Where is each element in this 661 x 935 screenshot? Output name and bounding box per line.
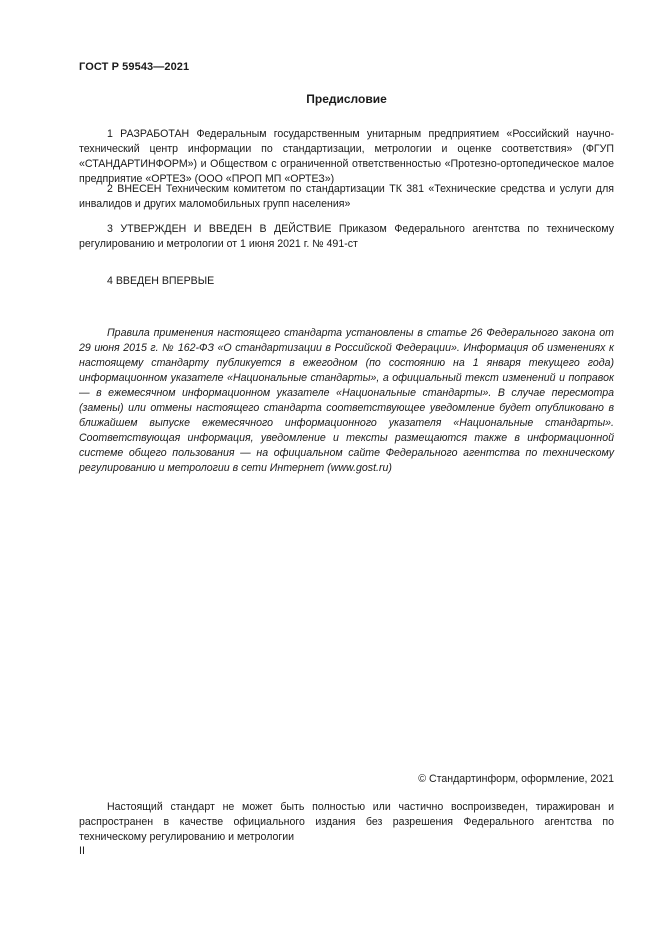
paragraph-developed-by: 1 РАЗРАБОТАН Федеральным государственным унитарным предприятием «Российский научно-технический центр информации по стандартизации, метрологии и оценке соответствия» (ФГУП «СТАНДАРТИНФОРМ») и Обществом с ограниченной ответственностью «Протезно-ортопедическое малое предприятие «ОРТЕЗ» (ООО «ПРОП МП «ОРТЕЗ») (79, 128, 614, 185)
page-title: Предисловие (306, 92, 387, 106)
page-number: II (79, 845, 85, 857)
standard-code-header: ГОСТ Р 59543—2021 (79, 61, 190, 73)
copyright-line: © Стандартинформ, оформление, 2021 (418, 773, 614, 785)
reproduction-notice: Настоящий стандарт не может быть полностью или частично воспроизведен, тиражирован и распространен в качестве официального издания без разрешения Федерального агентства по техническому регулированию и метрологии (79, 801, 614, 843)
paragraph-introduced-by: 2 ВНЕСЕН Техническим комитетом по стандартизации ТК 381 «Технические средства и услуги для инвалидов и других маломобильных групп населения» (79, 183, 614, 210)
application-rules-note: Правила применения настоящего стандарта установлены в статье 26 Федерального закона от 29 июня 2015 г. № 162-ФЗ «О стандартизации в Российской Федерации». Информация об изменениях к настоящему стандарту публикуется в ежегодном (по состоянию на 1 января текущего года) информационном указателе «Национальные стандарты», а официальный текст изменений и поправок — в ежемесячном информационном указателе «Национальные стандарты». В случае пересмотра (замены) или отмены настоящего стандарта соответствующее уведомление будет опубликовано в ближайшем выпуске ежемесячного информационного указателя «Национальные стандарты». Соответствующая информация, уведомление и тексты размещаются также в информационной системе общего пользования — на официальном сайте Федерального агентства по техническому регулированию и метрологии в сети Интернет (www.gost.ru) (79, 327, 614, 474)
paragraph-first-introduced: 4 ВВЕДЕН ВПЕРВЫЕ (107, 275, 215, 287)
paragraph-approved: 3 УТВЕРЖДЕН И ВВЕДЕН В ДЕЙСТВИЕ Приказом Федерального агентства по техническому регулированию и метрологии от 1 июня 2021 г. № 491-ст (79, 223, 614, 250)
